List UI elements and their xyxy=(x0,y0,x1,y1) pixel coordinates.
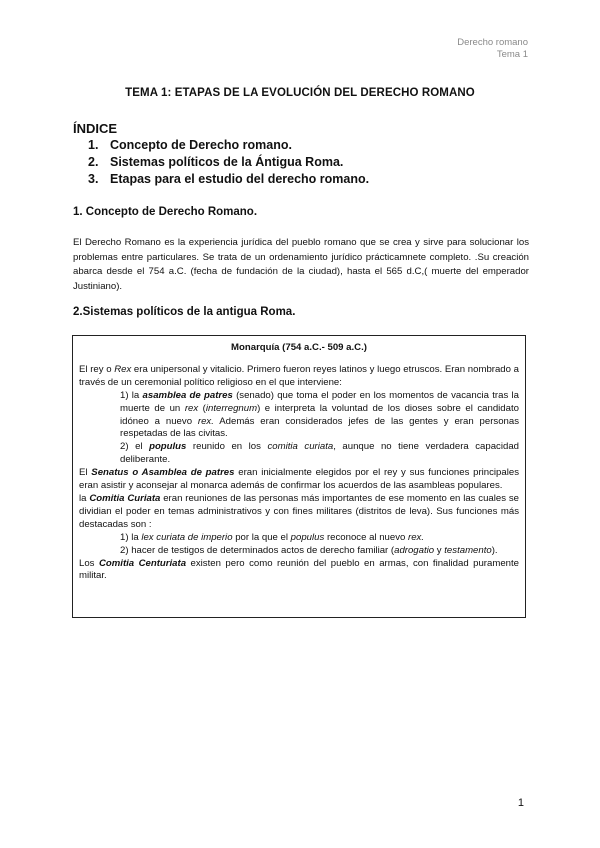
box-paragraph-comitia-curiata: la Comitia Curiata eran reuniones de las personas más importantes de ese momento en las cuales se dividian el poder en temas administrativos y con fines militares (distritos de leva). Sus funciones más destacadas son : xyxy=(79,492,520,530)
index-item-number: 3. xyxy=(88,172,99,186)
index-item-label: Sistemas políticos de la Ántigua Roma. xyxy=(110,155,344,169)
index-item-number: 2. xyxy=(88,155,99,169)
running-header xyxy=(457,37,528,61)
index-item xyxy=(88,154,369,171)
box-item-populus: 2) el populus reunido en los comitia curiata, aunque no tiene verdadera capacidad deliberante. xyxy=(120,441,519,466)
section1-heading: 1. Concepto de Derecho Romano. xyxy=(73,206,258,218)
box-paragraph-comitia-centuriata: Los Comitia Centuriata existen pero como reunión del pueblo en armas, con finalidad puramente militar. xyxy=(79,557,520,582)
index-heading: ÍNDICE xyxy=(73,121,118,136)
box-item-asamblea: 1) la asamblea de patres (senado) que toma el poder en los momentos de vacancia tras la muerte de un rex (interregnum) e interpreta la voluntad de los dioses sobre el candidato idóneo a nuevo rex. Además eran considerados jefes de las gentes y eran personas respetadas de las civitas. xyxy=(120,389,520,440)
section1-paragraph: El Derecho Romano es la experiencia jurídica del pueblo romano que se crea y sirve para solucionar los problemas entre particulares. Se trata de un ordenamiento jurídico prácticamnete completo. .Su creación abarca desde el 754 a.C. (fecha de fundación de la ciudad), hasta el 565 d.C,( muerte del emperador Justiniano). xyxy=(73,237,529,292)
box-item-lex-curiata: 1) la lex curiata de imperio por la que el populus reconoce al nuevo rex. xyxy=(120,531,425,543)
monarchy-box xyxy=(72,335,526,618)
box-item-testigos: 2) hacer de testigos de determinados actos de derecho familiar (adrogatio y testamento). xyxy=(120,544,498,556)
index-item xyxy=(88,171,369,188)
index-item-label: Concepto de Derecho romano. xyxy=(110,138,292,152)
document-title: TEMA 1: ETAPAS DE LA EVOLUCIÓN DEL DERECHO ROMANO xyxy=(125,87,475,99)
box-paragraph-senatus: El Senatus o Asamblea de patres eran inicialmente elegidos por el rey y sus funciones principales eran asistir y aconsejar al monarca además de confirmar los acuerdos de las asambleas populares. xyxy=(79,467,519,492)
index-item-label: Etapas para el estudio del derecho romano. xyxy=(110,172,370,186)
box-paragraph-rex: El rey o Rex era unipersonal y vitalicio. Primero fueron reyes latinos y luego etruscos. Eran nombrado a través de un ceremonial político religioso en el que interviene: xyxy=(79,363,519,388)
index-item-number: 1. xyxy=(88,138,99,152)
index-item xyxy=(88,137,369,154)
monarchy-box-title: Monarquía (754 a.C.- 509 a.C.) xyxy=(231,342,367,353)
header-course: Derecho romano xyxy=(457,37,528,48)
section2-heading: 2.Sistemas políticos de la antigua Roma. xyxy=(73,306,296,318)
index-list xyxy=(88,137,369,188)
page-number: 1 xyxy=(517,797,524,809)
header-topic: Tema 1 xyxy=(496,49,528,60)
